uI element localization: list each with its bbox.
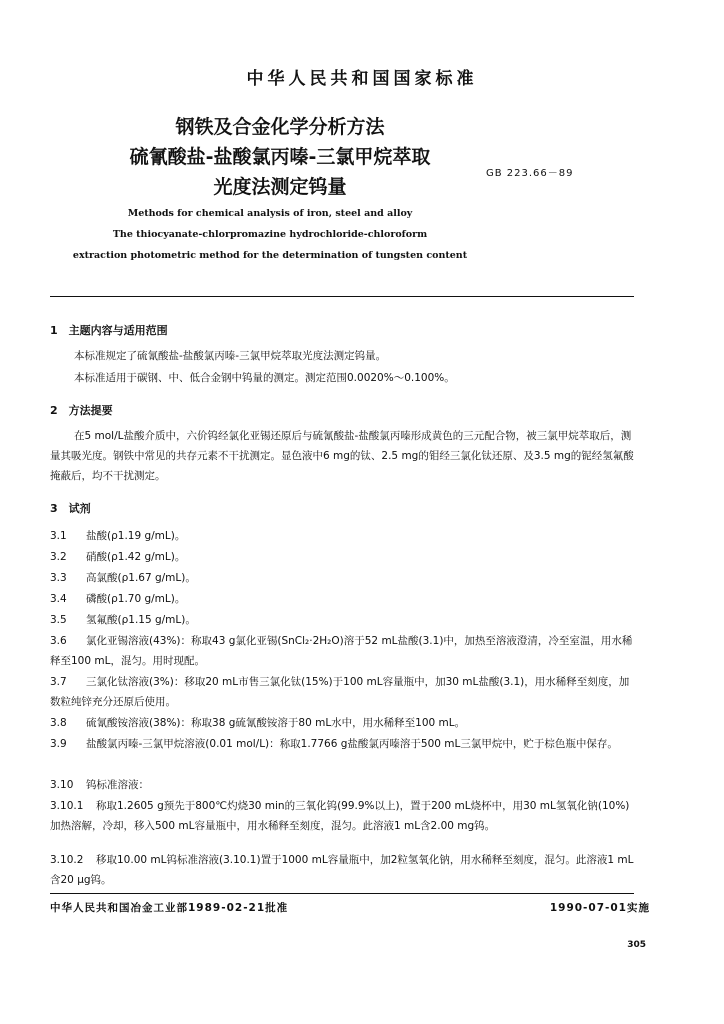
item-number: 3.10 (50, 779, 74, 791)
section-3-heading: 3 试剂 (50, 502, 91, 515)
item-text: 移取10.00 mL钨标准溶液(3.10.1)置于1000 mL容量瓶中，加2粒氢氧化钠，用水稀释至刻度，混匀。此溶液1 mL含20 μg钨。 (50, 854, 634, 886)
reagent-item (50, 796, 636, 836)
reagent-item (50, 672, 636, 712)
item-number: 3.4 (50, 593, 67, 605)
section-1-paragraph-2: 本标准适用于碳钢、中、低合金钢中钨量的测定。测定范围0.0020%～0.100%。 (74, 372, 455, 384)
reagent-item (50, 610, 636, 630)
reagent-item (50, 631, 636, 671)
reagent-item (50, 568, 636, 588)
item-text: 磷酸(ρ1.70 g/mL)。 (86, 593, 186, 605)
section-2-heading: 2 方法提要 (50, 404, 113, 417)
item-text: 硝酸(ρ1.42 g/mL)。 (86, 551, 186, 563)
reagent-item (50, 850, 636, 890)
reagent-item (50, 775, 636, 795)
issue-approval: 中华人民共和国冶金工业部1989-02-21批准 (50, 902, 289, 914)
item-text: 高氯酸(ρ1.67 g/mL)。 (86, 572, 196, 584)
item-number: 3.10.1 (50, 800, 84, 812)
reagent-item (50, 589, 636, 609)
item-text: 称取1.2605 g预先于800℃灼烧30 min的三氧化钨(99.9%以上)，置于200 mL烧杯中，用30 mL氢氧化钠(10%)加热溶解，冷却，移入500 mL容量瓶中，用水稀释至刻度，混匀。此溶液1 mL含2.00 mg钨。 (50, 800, 630, 832)
gb-number: GB 223.66－89 (486, 168, 574, 179)
title-line-2: 硫氰酸盐-盐酸氯丙嗪-三氯甲烷萃取 (129, 146, 431, 168)
item-text: 氯化亚锡溶液(43%)：称取43 g氯化亚锡(SnCl₂·2H₂O)溶于52 mL盐酸(3.1)中，加热至溶液澄清，冷至室温，用水稀释至100 mL，混匀。用时现配。 (50, 635, 633, 667)
item-text: 盐酸(ρ1.19 g/mL)。 (86, 530, 186, 542)
reagent-item (50, 713, 636, 733)
page-number: 305 (627, 940, 646, 950)
english-title-line-3: extraction photometric method for the determination of tungsten content (72, 250, 468, 261)
item-number: 3.9 (50, 738, 67, 750)
item-text: 硫氰酸铵溶液(38%)：称取38 g硫氰酸铵溶于80 mL水中，用水稀释至100 mL。 (86, 717, 466, 729)
reagent-item (50, 547, 636, 567)
title-line-1: 钢铁及合金化学分析方法 (175, 116, 385, 138)
standard-name: 中华人民共和国国家标准 (246, 69, 478, 89)
item-text: 钨标准溶液： (86, 779, 149, 791)
item-number: 3.2 (50, 551, 67, 563)
section-1-paragraph-1: 本标准规定了硫氰酸盐-盐酸氯丙嗪-三氯甲烷萃取光度法测定钨量。 (74, 350, 387, 362)
header-rule (50, 296, 634, 297)
effective-date: 1990-07-01实施 (549, 902, 650, 914)
reagent-item (50, 526, 636, 546)
item-text: 盐酸氯丙嗪-三氯甲烷溶液(0.01 mol/L)：称取1.7766 g盐酸氯丙嗪溶于500 mL三氯甲烷中，贮于棕色瓶中保存。 (86, 738, 618, 750)
english-title-line-2: The thiocyanate-chlorpromazine hydrochloride-chloroform (112, 229, 428, 240)
item-text: 氢氟酸(ρ1.15 g/mL)。 (86, 614, 196, 626)
item-number: 3.6 (50, 635, 67, 647)
english-title-line-1: Methods for chemical analysis of iron, steel and alloy (127, 208, 413, 219)
item-number: 3.3 (50, 572, 67, 584)
title-line-3: 光度法测定钨量 (213, 176, 347, 198)
reagent-item (50, 734, 636, 754)
item-number: 3.7 (50, 676, 67, 688)
item-number: 3.8 (50, 717, 67, 729)
section-2-paragraph: 在5 mol/L盐酸介质中，六价钨经氯化亚锡还原后与硫氰酸盐-盐酸氯丙嗪形成黄色的三元配合物，被三氯甲烷萃取后，测量其吸光度。钢铁中常见的共存元素不干扰测定。显色液中6 mg的钛、2.5 mg的钼经三氯化钛还原、及3.5 mg的铌经氢氟酸掩蔽后，均不干扰测定。 (50, 430, 634, 482)
item-number: 3.5 (50, 614, 67, 626)
item-text: 三氯化钛溶液(3%)：移取20 mL市售三氯化钛(15%)于100 mL容量瓶中，加30 mL盐酸(3.1)，用水稀释至刻度，加数粒纯锌充分还原后使用。 (50, 676, 630, 708)
section-1-heading: 1 主题内容与适用范围 (50, 324, 168, 337)
item-number: 3.10.2 (50, 854, 84, 866)
item-number: 3.1 (50, 530, 67, 542)
footer-rule (50, 893, 634, 894)
